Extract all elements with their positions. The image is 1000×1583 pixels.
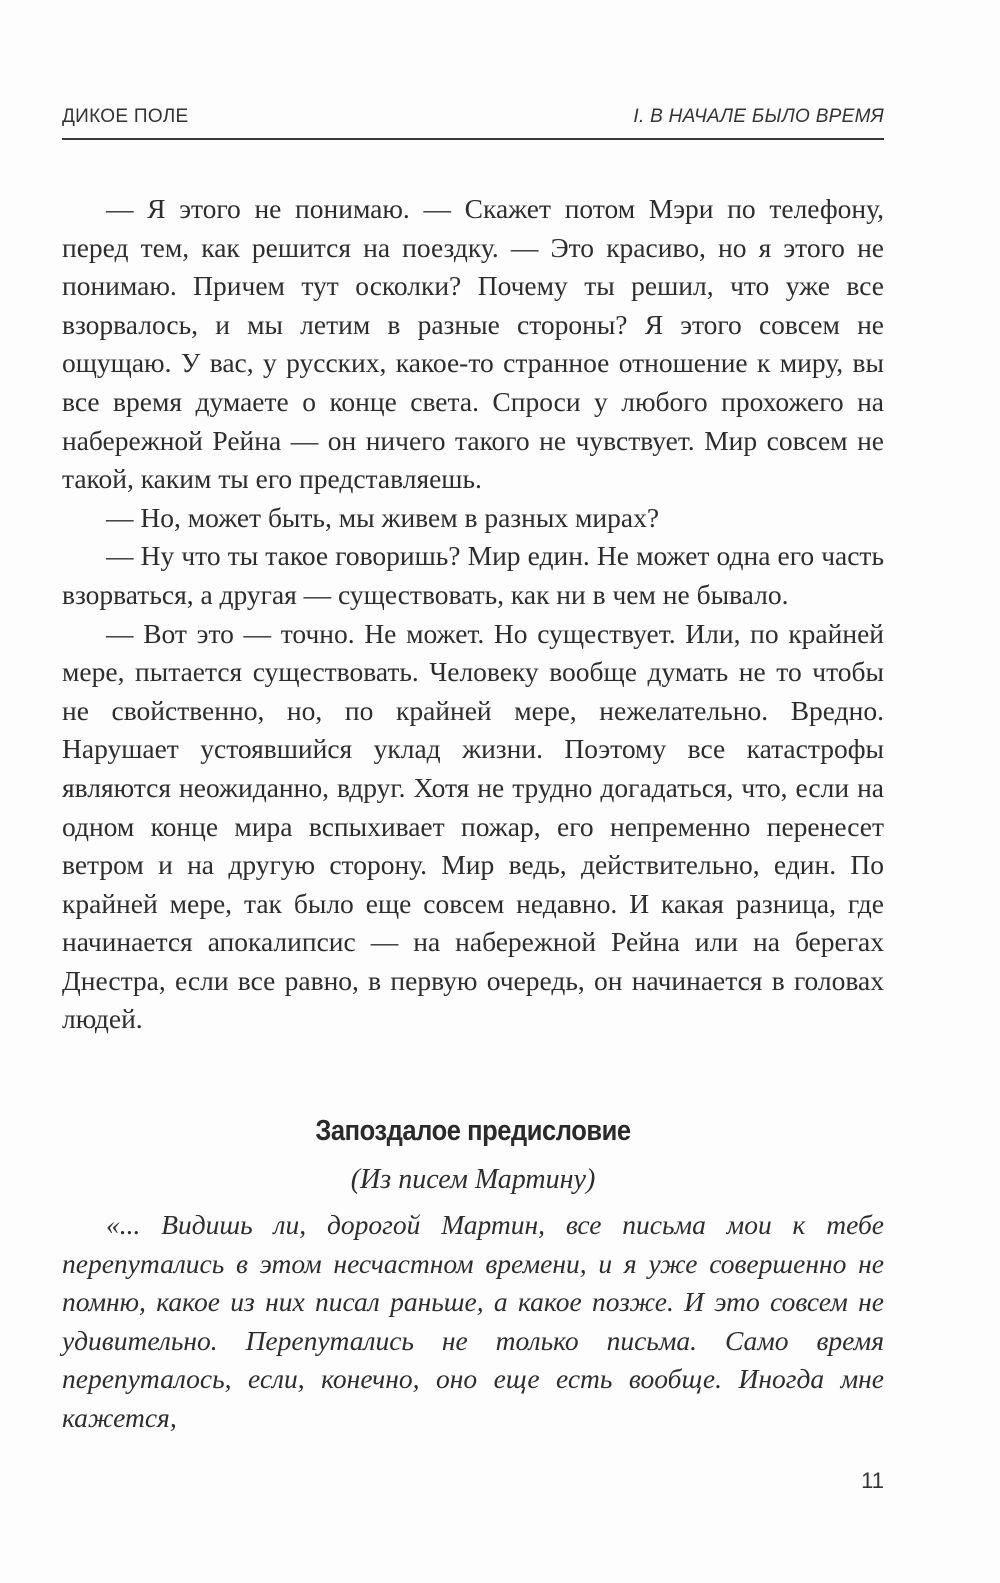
section-subtitle: (Из писем Мартину): [350, 1164, 596, 1195]
paragraph: — Но, может быть, мы живем в разных мирах?: [106, 501, 660, 533]
paragraph: «... Видишь ли, дорогой Мартин, все письма мои к тебе перепутались в этом несчастном времени, и я уже совершенно не помню, какое из них писал раньше, а какое позже. И это совсем не удивительно. Перепутались не только письма. Само время перепуталось, если, конечно, оно еще есть вообще. Иногда мне кажется,: [62, 1209, 884, 1433]
paragraph: — Ну что ты такое говоришь? Мир един. Не может одна его часть взорваться, а другая — существовать, как ни в чем не бывало.: [62, 540, 884, 610]
header-chapter-title: I. В НАЧАЛЕ БЫЛО ВРЕМЯ: [633, 106, 884, 127]
main-text: [62, 190, 884, 1039]
letter-text: [62, 1206, 884, 1438]
running-header: [62, 104, 884, 140]
paragraph: — Вот это — точно. Не может. Но существует. Или, по крайней мере, пытается существовать. Человеку вообще думать не то чтобы не свойственно, но, по крайней мере, нежелательно. Вредно. Нарушает устоявшийся уклад жизни. Поэтому все катастрофы являются неожиданно, вдруг. Хотя не трудно догадаться, что, если на одном конце мира вспыхивает пожар, его непременно перенесет ветром и на другую сторону. Мир ведь, действительно, един. По крайней мере, так было еще совсем недавно. И какая разница, где начинается апокалипсис — на набережной Рейна или на берегах Днестра, если все равно, в первую очередь, он начинается в головах людей.: [62, 617, 884, 1035]
header-book-title: ДИКОЕ ПОЛЕ: [62, 106, 189, 127]
section-title: Запоздалое предисловие: [315, 1115, 631, 1147]
paragraph: — Я этого не понимаю. — Скажет потом Мэри по телефону, перед тем, как решится на поездку. — Это красиво, но я этого не понимаю. Причем тут осколки? Почему ты решил, что уже все взорвалось, и мы летим в разные стороны? Я этого совсем не ощущаю. У вас, у русских, какое-то странное отношение к миру, вы все время думаете о конце света. Спроси у любого прохожего на набережной Рейна — он ничего такого не чувствует. Мир совсем не такой, каким ты его представляешь.: [62, 193, 884, 495]
page-number: 11: [861, 1468, 884, 1493]
